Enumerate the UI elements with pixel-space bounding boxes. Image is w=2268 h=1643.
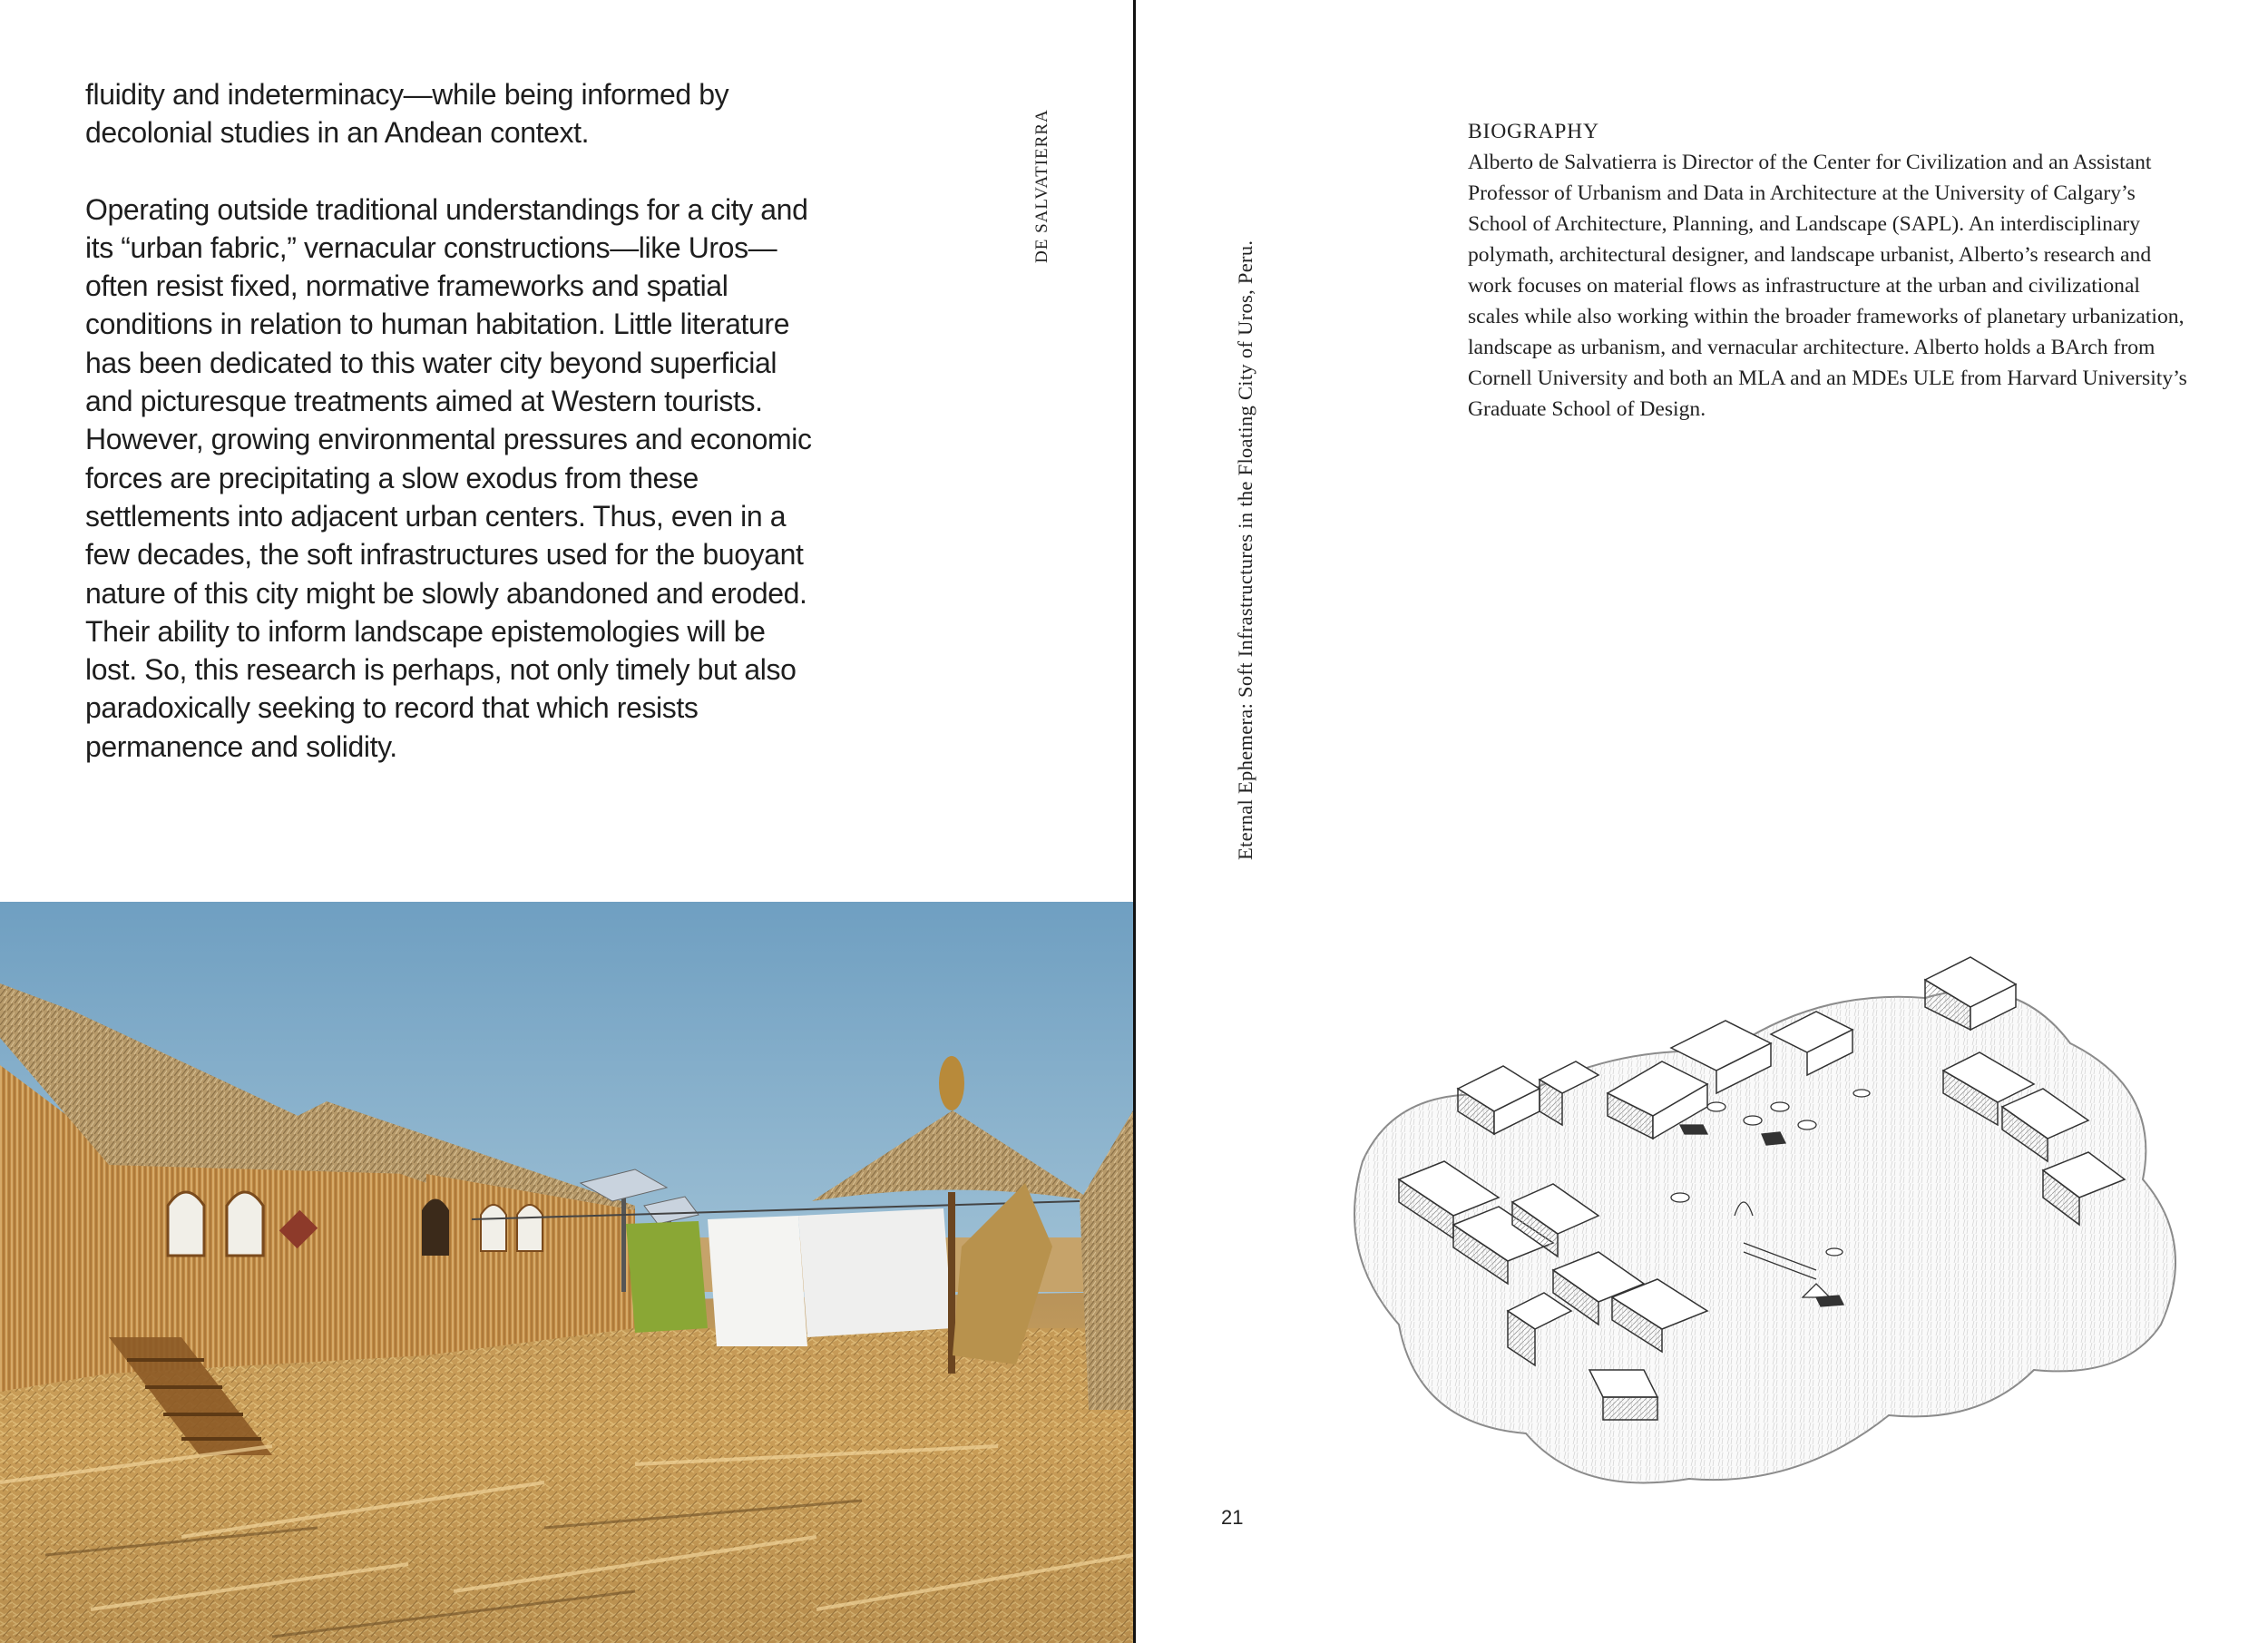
- biography-block: [1468, 116, 2194, 425]
- page-number: 21: [1221, 1506, 1244, 1529]
- running-head-title: Eternal Ephemera: Soft Infrastructures in the Floating City of Uros, Peru.: [1234, 240, 1256, 860]
- biography-text: Alberto de Salvatierra is Director of the Center for Civilization and an Assistant Professor of Urbanism and Data in Architecture at the University of Calgary’s School of Architecture, Planning, and Landscape (SAPL). An interdisciplinary polymath, architectural designer, and landscape urbanist, Alberto’s research and work focuses on material flows as infrastructure at the urban and civilizational scales while also working within the broader frameworks of planetary urbanization, landscape as urbanism, and vernacular architecture. Alberto holds a BArch from Cornell University and both an MLA and an MDEs ULE from Harvard University’s Graduate School of Design.: [1468, 151, 2187, 421]
- left-page: [0, 0, 1133, 1643]
- body-paragraph-1: fluidity and indeterminacy—while being informed by decolonial studies in an Andean context.: [85, 78, 729, 150]
- uros-reed-houses-photo: [0, 902, 1133, 1643]
- right-page: [1136, 0, 2268, 1643]
- body-paragraph-2: Operating outside traditional understandings for a city and its “urban fabric,” vernacular constructions—like Uros—often resist fixed, normative frameworks and spatial conditions in relation to human habitation. Little literature has been dedicated to this water city beyond superficial and picturesque treatments aimed at Western tourists. However, growing environmental pressures and economic forces are precipitating a slow exodus from these settlements into adjacent urban centers. Thus, even in a few decades, the soft infrastructures used for the buoyant nature of this city might be slowly abandoned and eroded. Their ability to inform landscape epistemologies will be lost. So, this research is perhaps, not only timely but also paradoxically seeking to record that which resists permanence and solidity.: [85, 192, 812, 763]
- running-head-author: DE SALVATIERRA: [1032, 109, 1051, 263]
- biography-heading: BIOGRAPHY: [1468, 120, 1599, 143]
- floating-island-axonometric-drawing: [1344, 944, 2188, 1506]
- body-text: [85, 75, 820, 766]
